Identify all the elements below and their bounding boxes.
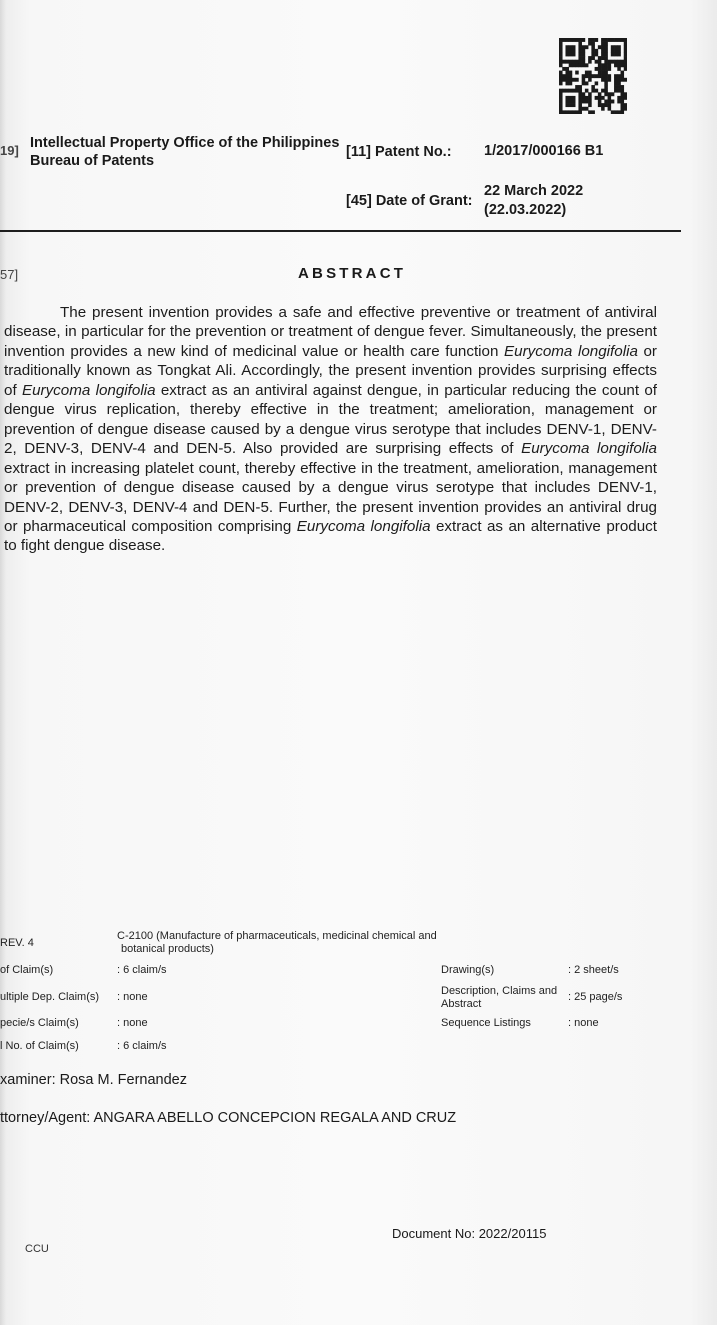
- drawings-label: Drawing(s): [441, 964, 495, 976]
- abstract-text: extract in increasing platelet count, thereby effective in the treatment, amelioration, management or prevention of dengue disease caused by a dengue virus serotype that includes DENV-1, DENV-2, DENV-3, DENV-4 and DEN-5. Further, the present invention provides an antiviral drug or pharmaceutical composition comprising: [4, 459, 657, 535]
- description-pages-label-line1: Description, Claims and: [441, 985, 558, 997]
- bureau-name: Bureau of Patents: [30, 153, 155, 169]
- abstract-text: extract as an alternative product to fight dengue disease.: [4, 517, 657, 555]
- specie-claims-value: : none: [117, 1017, 148, 1029]
- ipc-rev-value: [117, 930, 437, 956]
- specie-claims-label: pecie/s Claim(s): [0, 1017, 79, 1029]
- ccu-mark: CCU: [25, 1243, 49, 1255]
- patent-no-value: 1/2017/000166 B1: [484, 143, 604, 159]
- ipc-rev-label: REV. 4: [0, 937, 34, 949]
- ipc-rev-value-line1: C-2100 (Manufacture of pharmaceuticals, medicinal chemical and: [117, 930, 437, 942]
- total-claims-value: : 6 claim/s: [117, 1040, 167, 1052]
- grant-date-long: 22 March 2022: [484, 183, 584, 199]
- issuing-office: [30, 134, 340, 170]
- species-name: Eurycoma longifolia: [504, 342, 638, 360]
- species-name: Eurycoma longifolia: [21, 381, 156, 399]
- attorney-agent: ttorney/Agent: ANGARA ABELLO CONCEPCION REGALA AND CRUZ: [0, 1110, 457, 1126]
- sequence-listings-label: Sequence Listings: [441, 1017, 531, 1029]
- abstract-title: ABSTRACT: [298, 265, 407, 282]
- grant-date-label: [45] Date of Grant:: [346, 193, 473, 209]
- grant-date-value: [484, 182, 583, 220]
- species-name: Eurycoma longifolia: [296, 517, 431, 535]
- multiple-dep-claims-label: ultiple Dep. Claim(s): [0, 991, 100, 1003]
- description-pages-label: [441, 985, 557, 1011]
- office-name: Intellectual Property Office of the Philippines: [30, 135, 340, 151]
- multiple-dep-claims-value: : none: [117, 991, 148, 1003]
- header-divider: [0, 230, 681, 232]
- ipc-rev-value-line2: botanical products): [121, 943, 214, 955]
- abstract-text: The present invention provides a safe and effective preventive or treatment of antiviral disease, in particular for the prevention or treatment of dengue fever. Simultaneously, the present invention provides a new kind of medicinal value or health care function: [4, 304, 657, 360]
- claims-value: : 6 claim/s: [117, 964, 167, 976]
- patent-no-label: [11] Patent No.:: [346, 144, 452, 160]
- description-pages-value: : 25 page/s: [568, 991, 623, 1003]
- abstract-text: or traditionally known as Tongkat Ali. Accordingly, the present invention provides surprising effects of: [4, 342, 657, 399]
- claims-label: of Claim(s): [0, 964, 54, 976]
- examiner: xaminer: Rosa M. Fernandez: [0, 1072, 187, 1088]
- sequence-listings-value: : none: [568, 1017, 599, 1029]
- field-code-57: 57]: [0, 267, 19, 282]
- field-code-19: 19]: [0, 143, 19, 158]
- abstract-body: [4, 303, 657, 556]
- abstract-text: extract as an antiviral against dengue, in particular reducing the count of dengue virus replication, thereby effective in the treatment; amelioration, management or prevention of dengue disease caused by a dengue virus serotype that includes DENV-1, DENV-2, DENV-3, DENV-4 and DEN-5. Also provided are surprising effects of: [4, 381, 658, 458]
- grant-date-numeric: (22.03.2022): [484, 202, 567, 218]
- species-name: Eurycoma longifolia: [521, 440, 657, 458]
- qr-code: [559, 38, 627, 114]
- total-claims-label: l No. of Claim(s): [0, 1040, 79, 1052]
- drawings-value: : 2 sheet/s: [568, 964, 619, 976]
- document-number: Document No: 2022/20115: [392, 1226, 547, 1241]
- description-pages-label-line2: Abstract: [441, 998, 482, 1010]
